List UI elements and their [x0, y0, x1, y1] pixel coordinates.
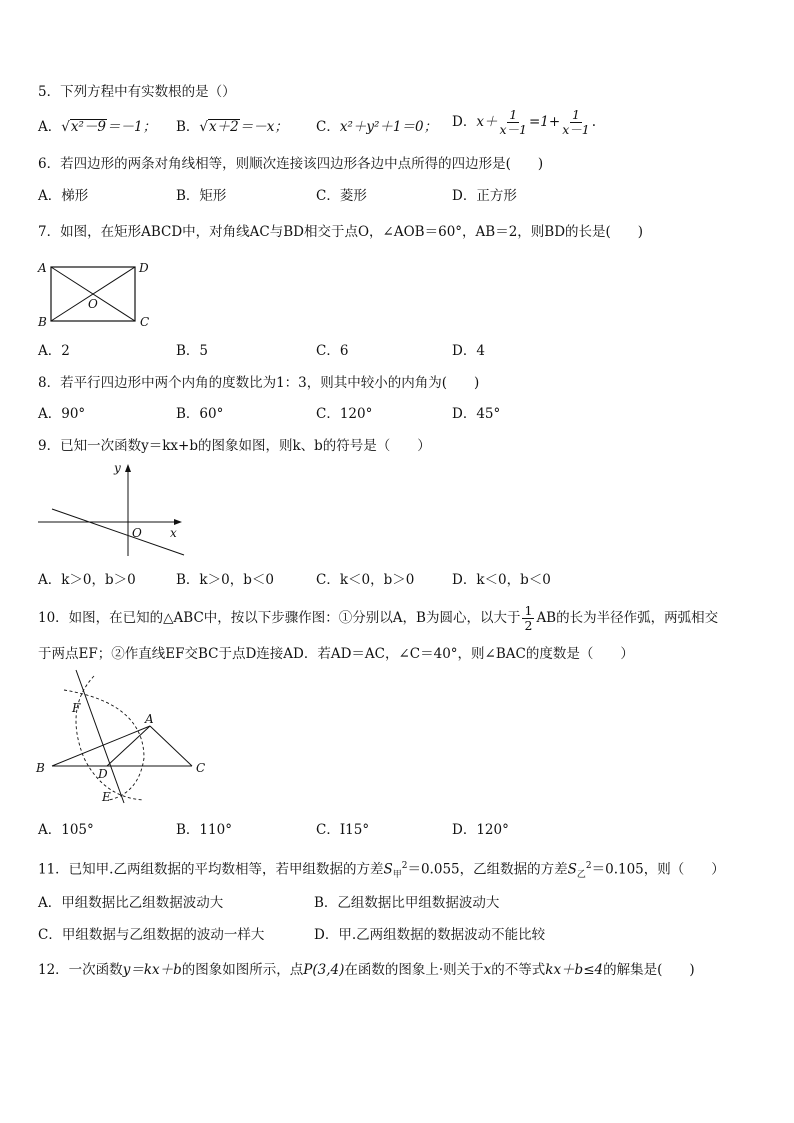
- q8-option-d: D．45°: [452, 406, 501, 422]
- q10-option-d: D．120°: [452, 822, 509, 838]
- q11-stem: [38, 857, 725, 884]
- function-line: [52, 509, 184, 555]
- q5-stem: 5．下列方程中有实数根的是（）: [38, 84, 236, 100]
- q11-s-yi: S: [567, 861, 577, 878]
- q9-label-x: x: [170, 526, 177, 540]
- q10-option-a: A．105°: [38, 822, 94, 838]
- q5-option-a: A．√x²－9＝－1；: [38, 119, 157, 135]
- q10-label-f: F: [72, 701, 81, 715]
- q8-option-c: C．120°: [316, 406, 373, 422]
- q5-c-label: C．: [316, 119, 340, 135]
- q7-label-d: D: [139, 261, 149, 275]
- q10-frac-den: 2: [524, 618, 533, 633]
- q10-label-b: B: [36, 761, 45, 775]
- q5-a-radicand: x²－9: [70, 119, 106, 135]
- q6-option-c: C．菱形: [316, 188, 367, 204]
- q9-option-a: A．k＞0，b＞0: [38, 572, 136, 588]
- q5-d-num1: 1: [509, 107, 518, 122]
- q12-stem-b: 的图象如图所示，点: [181, 962, 304, 978]
- q10-label-d: D: [98, 767, 108, 781]
- q11-val-jia: ＝0.055，乙组数据的方差: [407, 861, 568, 878]
- q10-option-c: C．I15°: [316, 822, 370, 838]
- q7-rectangle-figure: [36, 258, 156, 332]
- q5-d-num2: 1: [571, 107, 580, 122]
- q10-label-a: A: [145, 712, 154, 726]
- x-axis-arrow-icon: [174, 519, 182, 525]
- q7-label-b: B: [38, 315, 47, 329]
- q5-a-label: A．: [38, 119, 62, 135]
- q10-label-c: C: [196, 761, 206, 775]
- q5-option-b: B．√x＋2＝－x；: [176, 119, 288, 135]
- q11-option-a: A．甲组数据比乙组数据波动大: [38, 895, 224, 911]
- q7-option-b: B．5: [176, 343, 209, 359]
- q9-option-c: C．k＜0，b＞0: [316, 572, 415, 588]
- q10-stem-b: AB的长为半径作弧，两弧相交: [536, 610, 719, 626]
- q10-construction-figure: [34, 668, 214, 808]
- q10-stem-c: 于两点EF；②作直线EF交BC于点D连接AD．若AD＝AC，∠C＝40°，则∠BAC的度数是（ ）: [38, 646, 634, 662]
- q8-option-b: B．60°: [176, 406, 224, 422]
- q5-b-label: B．: [176, 119, 200, 135]
- q10-stem-a: 10．如图，在已知的△ABC中，按以下步骤作图：①分别以A，B为圆心，以大于: [38, 610, 521, 626]
- q11-sub-yi: 乙: [576, 870, 586, 881]
- q12-ineq: kx＋b≤4: [545, 962, 604, 978]
- q7-label-o: O: [88, 297, 98, 311]
- q10-frac-num: 1: [524, 603, 533, 618]
- q7-option-c: C．6: [316, 343, 349, 359]
- q11-option-d: D．甲.乙两组数据的数据波动不能比较: [314, 927, 546, 943]
- q12-stem-d: 的不等式: [491, 962, 546, 978]
- q5-d-label: D．: [452, 114, 477, 130]
- q8-option-a: A．90°: [38, 406, 86, 422]
- q7-stem: 7．如图，在矩形ABCD中，对角线AC与BD相交于点O，∠AOB＝60°，AB＝2，则BD的长是( ): [38, 224, 644, 240]
- q12-stem-c: 在函数的图象上·则关于: [344, 962, 484, 978]
- q9-option-d: D．k＜0，b＜0: [452, 572, 551, 588]
- q11-option-c: C．甲组数据与乙组数据的波动一样大: [38, 927, 265, 943]
- q5-c-expr: x²＋y²＋1＝0；: [339, 119, 438, 135]
- q5-a-rest: ＝－1；: [106, 119, 157, 135]
- q11-val-yi: ＝0.105，则（ ）: [591, 861, 725, 878]
- q9-line-graph-figure: [36, 458, 186, 560]
- q9-label-o: O: [132, 526, 142, 540]
- q10-label-e: E: [102, 790, 111, 804]
- q5-b-radicand: x＋2: [209, 119, 239, 135]
- q7-label-a: A: [38, 261, 47, 275]
- q6-option-a: A．梯形: [38, 188, 89, 204]
- q12-expr: y＝kx＋b: [122, 962, 182, 978]
- q12-stem: [38, 961, 695, 979]
- y-axis-arrow-icon: [125, 464, 131, 472]
- q5-d-x: x＋: [476, 114, 498, 130]
- q11-sub-jia: 甲: [392, 870, 402, 881]
- q11-sup-jia: 2: [401, 861, 408, 871]
- q7-option-a: A．2: [38, 343, 70, 359]
- q10-stem-line1: [38, 604, 718, 633]
- q7-label-c: C: [140, 315, 150, 329]
- q6-option-d: D．正方形: [452, 188, 517, 204]
- q12-stem-e: 的解集是( ): [603, 962, 695, 978]
- q12-xvar: x: [483, 962, 492, 978]
- q12-point: P(3,4): [303, 962, 345, 978]
- q10-option-b: B．110°: [176, 822, 232, 838]
- q11-stem-a: 11．已知甲.乙两组数据的平均数相等，若甲组数据的方差: [38, 861, 384, 878]
- q12-stem-a: 12．一次函数: [38, 962, 123, 978]
- q5-d-den2: x－1: [562, 122, 590, 137]
- q7-option-d: D．4: [452, 343, 485, 359]
- segment-ac: [150, 726, 192, 766]
- q9-stem: 9．已知一次函数y＝kx+b的图象如图，则k、b的符号是（ ）: [38, 438, 431, 454]
- q5-d-end: .: [591, 114, 596, 130]
- q5-option-d: [452, 108, 596, 137]
- q5-option-c: [316, 118, 437, 136]
- q11-s-jia: S: [383, 861, 393, 878]
- q5-b-rest: ＝－x；: [239, 119, 288, 135]
- q6-stem: 6．若四边形的两条对角线相等，则顺次连接该四边形各边中点所得的四边形是( ): [38, 156, 544, 172]
- q11-option-b: B．乙组数据比甲组数据波动大: [314, 895, 500, 911]
- q9-option-b: B．k＞0，b＜0: [176, 572, 274, 588]
- q11-sup-yi: 2: [585, 861, 592, 871]
- q9-label-y: y: [114, 461, 121, 475]
- q5-d-den1: x－1: [499, 122, 527, 137]
- segment-ab: [52, 726, 150, 766]
- q5-d-mid: =1+: [528, 114, 561, 130]
- q8-stem: 8．若平行四边形中两个内角的度数比为1：3，则其中较小的内角为( ): [38, 375, 480, 391]
- q6-option-b: B．矩形: [176, 188, 227, 204]
- line-ef: [76, 670, 124, 803]
